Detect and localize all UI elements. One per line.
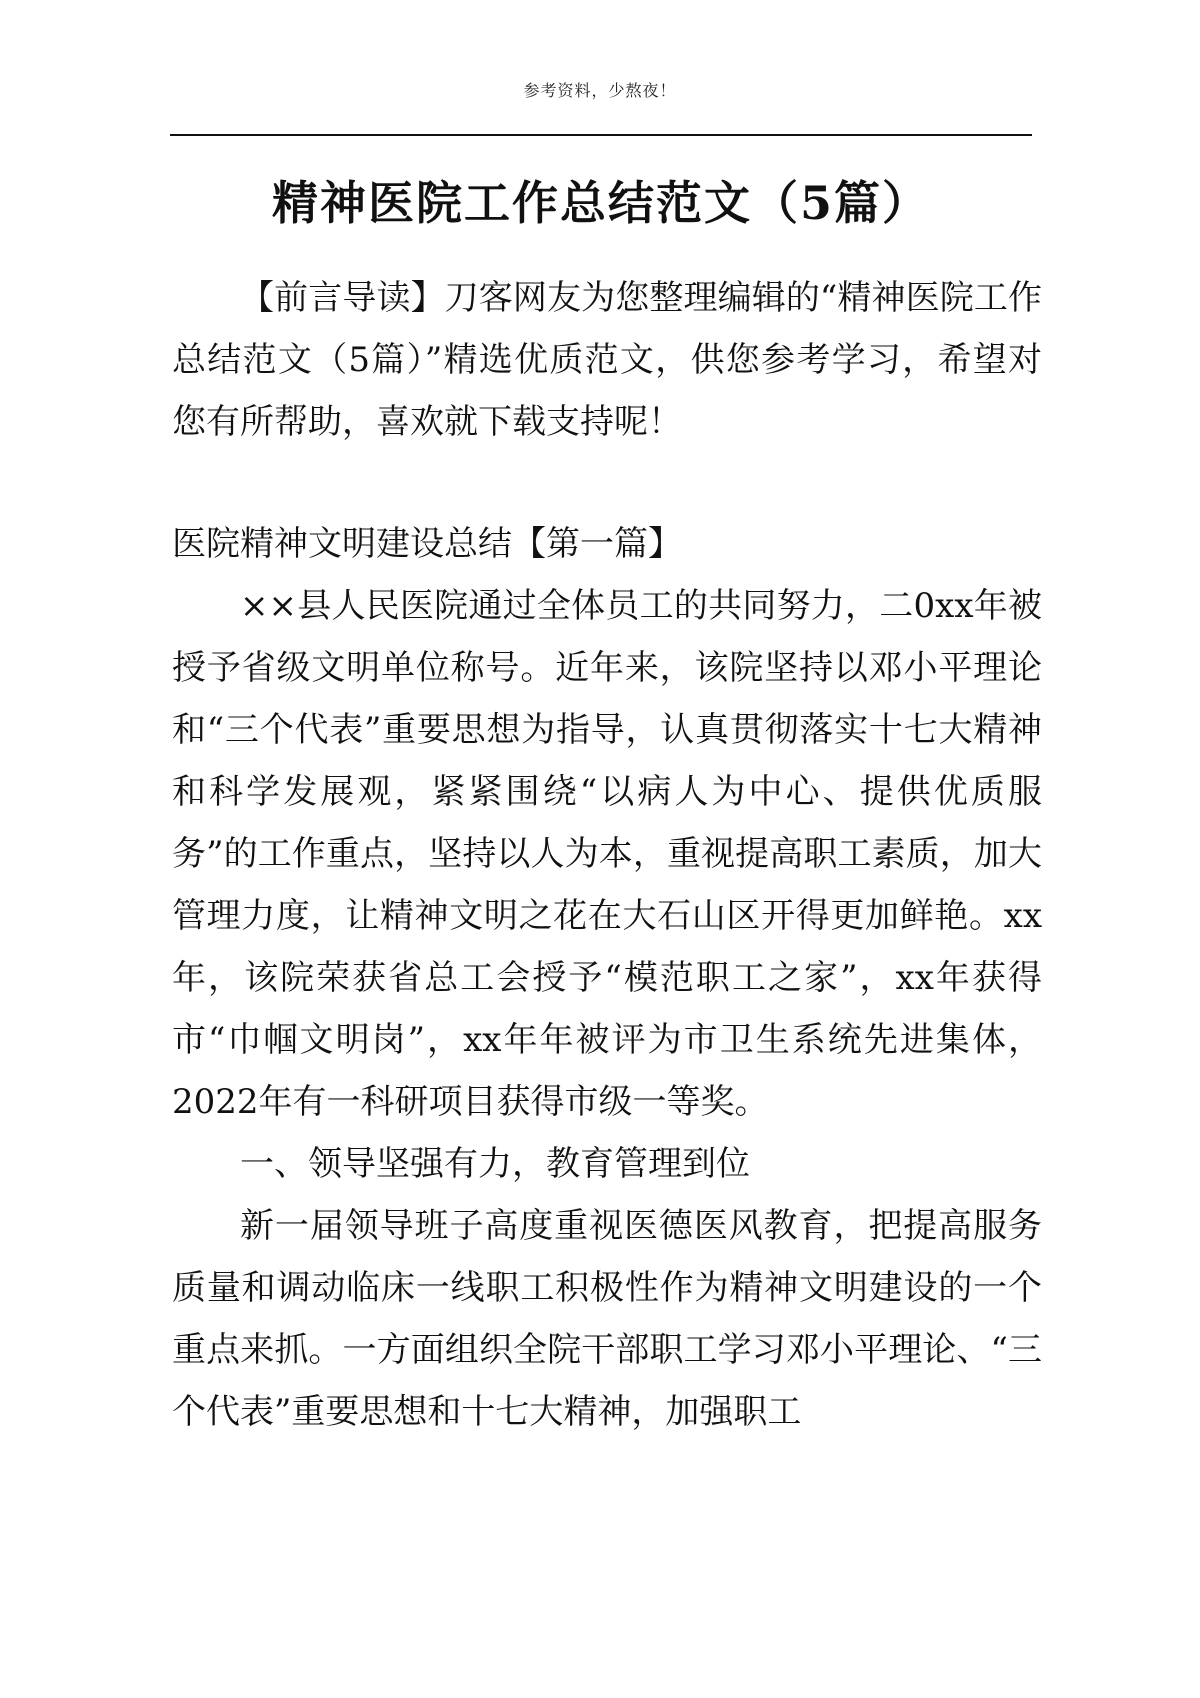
- subheading-leadership: 一、领导坚强有力，教育管理到位: [240, 1144, 750, 1184]
- header-note: 参考资料，少熬夜！: [523, 81, 677, 100]
- body-paragraph-2: 新一届领导班子高度重视医德医风教育，把提高服务质量和调动临床一线职工积极性作为精神文明建设的一个重点来抓。一方面组织全院干部职工学习邓小平理论、“三个代表”重要思想和十七大精神，加强职工: [172, 1206, 1042, 1432]
- document-title: 精神医院工作总结范文（5篇）: [271, 175, 930, 230]
- header-divider: [170, 134, 1032, 136]
- body-paragraph-1: ××县人民医院通过全体员工的共同努力，二0xx年被授予省级文明单位称号。近年来，该院坚持以邓小平理论和“三个代表”重要思想为指导，认真贯彻落实十七大精神和科学发展观，紧紧围绕“以病人为中心、提供优质服务”的工作重点，坚持以人为本，重视提高职工素质，加大管理力度，让精神文明之花在大石山区开得更加鲜艳。xx年，该院荣获省总工会授予“模范职工之家”，xx年获得市“巾帼文明岗”，xx年年被评为市卫生系统先进集体，2022年有一科研项目获得市级一等奖。: [172, 586, 1042, 1122]
- intro-block: [172, 267, 1042, 453]
- section-heading: 医院精神文明建设总结【第一篇】: [172, 524, 682, 564]
- section-first: [172, 513, 1042, 1443]
- intro-paragraph: 【前言导读】刀客网友为您整理编辑的“精神医院工作总结范文（5篇）”精选优质范文，供您参考学习，希望对您有所帮助，喜欢就下载支持呢！: [172, 278, 1042, 442]
